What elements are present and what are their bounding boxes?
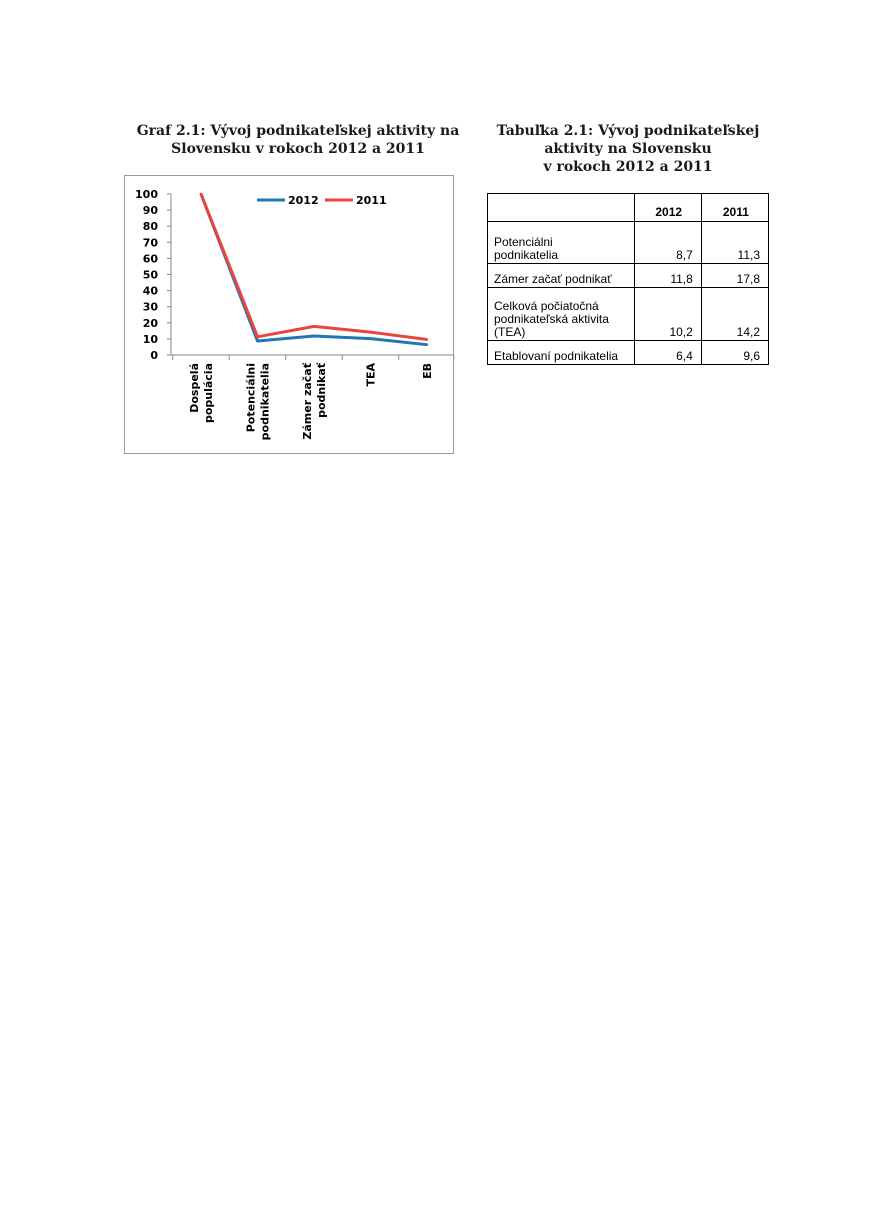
graph-title-line1: Graf 2.1: Vývoj podnikateľskej aktivity na	[136, 123, 460, 139]
y-tick-label: 100	[135, 188, 158, 201]
header-cell-2011: 2011	[701, 194, 768, 222]
value-2011: 9,6	[701, 341, 768, 365]
y-tick-label: 60	[142, 252, 158, 266]
category-label: TEA	[364, 363, 378, 387]
y-tick-label: 40	[142, 284, 158, 298]
category-label: Dospelá	[188, 363, 201, 413]
category-label: podnikatelia	[258, 363, 272, 441]
graph-title-line2: Slovensku v rokoch 2012 a 2011	[171, 141, 425, 157]
data-point-2011	[369, 331, 371, 333]
table-title-line1: Tabuľka 2.1: Vývoj podnikateľskej	[496, 123, 760, 139]
row-label	[488, 264, 635, 288]
category-label: Zámer začať	[301, 363, 314, 440]
row-label-line: Zámer začať podnikať	[494, 272, 612, 286]
table-header-row	[488, 194, 769, 222]
row-label-line: podnikatelia	[494, 248, 559, 262]
data-point-2011	[200, 193, 202, 195]
category-label: EB	[421, 363, 434, 379]
data-point-2011	[313, 325, 315, 327]
y-tick-label: 30	[142, 300, 158, 314]
y-tick-label: 80	[142, 220, 158, 234]
category-label: populácia	[202, 363, 215, 424]
data-table	[487, 193, 769, 365]
data-point-2012	[426, 343, 428, 345]
data-point-2012	[256, 340, 258, 342]
series-line-2012	[201, 194, 427, 345]
data-point-2011	[426, 338, 428, 340]
table-title	[483, 122, 773, 176]
value-2012: 11,8	[634, 264, 701, 288]
y-tick-label: 10	[142, 332, 158, 346]
chart-svg	[125, 176, 455, 455]
table-row	[488, 264, 769, 288]
series-line-2011	[201, 194, 427, 340]
data-point-2011	[256, 336, 258, 338]
table-row	[488, 288, 769, 341]
row-label	[488, 341, 635, 365]
row-label-line: Potenciálni	[494, 235, 553, 249]
category-label: podnikať	[315, 363, 328, 418]
row-label	[488, 222, 635, 264]
legend-label-2012: 2012	[288, 194, 319, 207]
category-label: Potenciálni	[244, 363, 258, 433]
table-row	[488, 222, 769, 264]
y-tick-label: 70	[142, 236, 158, 250]
legend-label-2011: 2011	[356, 194, 387, 207]
row-label-line: podnikateľská aktivita	[494, 312, 609, 326]
row-label-line: (TEA)	[494, 325, 526, 339]
header-cell-2012: 2012	[634, 194, 701, 222]
row-label-line: Celková počiatočná	[494, 299, 599, 313]
value-2011: 11,3	[701, 222, 768, 264]
row-label	[488, 288, 635, 341]
value-2012: 10,2	[634, 288, 701, 341]
y-tick-label: 90	[142, 204, 158, 218]
value-2011: 17,8	[701, 264, 768, 288]
y-tick-label: 0	[150, 349, 158, 362]
line-chart	[124, 175, 454, 454]
value-2012: 8,7	[634, 222, 701, 264]
y-tick-label: 50	[142, 268, 158, 282]
table-title-line3: v rokoch 2012 a 2011	[543, 159, 713, 175]
y-tick-label: 20	[142, 316, 158, 330]
table-row	[488, 341, 769, 365]
graph-title	[118, 122, 478, 158]
table-title-line2: aktivity na Slovensku	[544, 141, 712, 157]
value-2011: 14,2	[701, 288, 768, 341]
data-point-2012	[369, 337, 371, 339]
header-cell-label	[488, 194, 635, 222]
data-point-2012	[313, 335, 315, 337]
value-2012: 6,4	[634, 341, 701, 365]
row-label-line: Etablovaní podnikatelia	[494, 349, 619, 363]
